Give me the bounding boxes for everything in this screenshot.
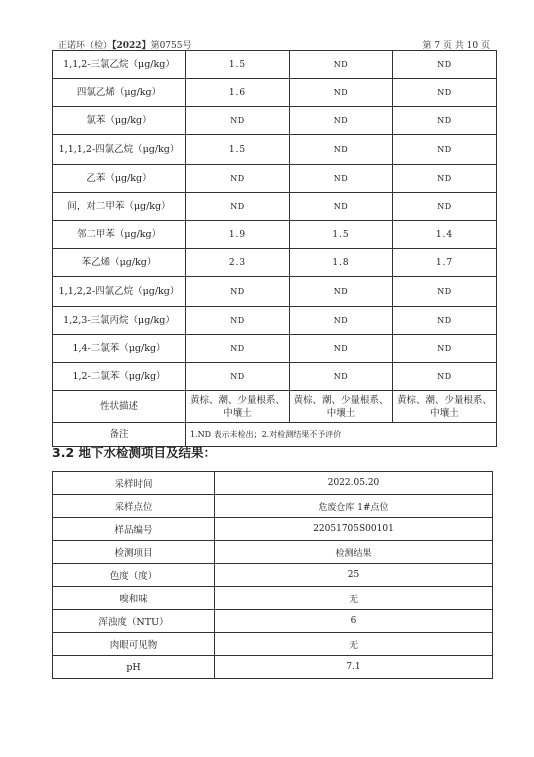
result-cell: ND (186, 107, 290, 135)
description-cell: 黄棕、潮、少量根系、中壤土 (186, 391, 290, 423)
parameter-name: 1,1,1,2-四氯乙烷（μg/kg） (53, 135, 186, 165)
result-cell: ND (393, 307, 497, 335)
result-cell: ND (186, 363, 290, 391)
table-row (53, 472, 493, 495)
result-cell: ND (393, 107, 497, 135)
result-cell: ND (186, 193, 290, 221)
result-cell: ND (393, 277, 497, 307)
row-label: 采样点位 (53, 495, 215, 518)
result-cell: ND (290, 107, 393, 135)
table-row (53, 495, 493, 518)
parameter-name: 四氯乙烯（μg/kg） (53, 79, 186, 107)
row-label: 检测项目 (53, 541, 215, 564)
result-cell: ND (186, 335, 290, 363)
note-label: 备注 (53, 423, 186, 447)
table-row (53, 587, 493, 610)
row-label: 肉眼可见物 (53, 633, 215, 656)
row-label: 样品编号 (53, 518, 215, 541)
parameter-name: 1,4-二氯苯（μg/kg） (53, 335, 186, 363)
result-cell: ND (290, 307, 393, 335)
result-cell: 1.5 (290, 221, 393, 249)
row-value: 6 (215, 610, 493, 633)
row-value: 22051705S00101 (215, 518, 493, 541)
table-row (53, 51, 497, 79)
result-cell: 1.9 (186, 221, 290, 249)
result-cell: ND (186, 277, 290, 307)
result-cell: ND (186, 165, 290, 193)
table-row (53, 335, 497, 363)
row-value: 检测结果 (215, 541, 493, 564)
soil-results-table (52, 50, 497, 447)
result-cell: 1.5 (186, 135, 290, 165)
row-value: 无 (215, 587, 493, 610)
table-row (53, 277, 497, 307)
result-cell: ND (290, 335, 393, 363)
groundwater-results-table (52, 471, 493, 679)
table-row (53, 249, 497, 277)
report-number-prefix: 正诺环（检） (58, 41, 113, 51)
table-row (53, 363, 497, 391)
parameter-name: 间，对二甲苯（μg/kg） (53, 193, 186, 221)
result-cell: ND (290, 363, 393, 391)
result-cell: ND (393, 363, 497, 391)
result-cell: ND (186, 307, 290, 335)
report-number-year: 【2022】 (112, 41, 151, 51)
result-cell: 2.3 (186, 249, 290, 277)
parameter-name: 1,1,2-三氯乙烷（μg/kg） (53, 51, 186, 79)
parameter-name: 邻二甲苯（μg/kg） (53, 221, 186, 249)
table-row (53, 518, 493, 541)
result-cell: ND (290, 135, 393, 165)
description-label: 性状描述 (53, 391, 186, 423)
result-cell: 1.8 (290, 249, 393, 277)
result-cell: ND (393, 335, 497, 363)
table-row (53, 541, 493, 564)
result-cell: ND (290, 79, 393, 107)
row-label: 采样时间 (53, 472, 215, 495)
table-row (53, 610, 493, 633)
table-row (53, 633, 493, 656)
row-value: 7.1 (215, 656, 493, 679)
result-cell: 1.5 (186, 51, 290, 79)
table-row (53, 135, 497, 165)
row-label: 嗅和味 (53, 587, 215, 610)
result-cell: ND (393, 135, 497, 165)
row-label: 浑浊度（NTU） (53, 610, 215, 633)
table-row (53, 165, 497, 193)
result-cell: ND (290, 51, 393, 79)
row-value: 25 (215, 564, 493, 587)
row-value: 2022.05.20 (215, 472, 493, 495)
parameter-name: 1,2-二氯苯（μg/kg） (53, 363, 186, 391)
page-info: 第 7 页 共 10 页 (422, 41, 490, 51)
result-cell: ND (290, 193, 393, 221)
table-row (53, 79, 497, 107)
parameter-name: 乙苯（μg/kg） (53, 165, 186, 193)
table-row (53, 221, 497, 249)
result-cell: ND (393, 165, 497, 193)
parameter-name: 1,2,3-三氯丙烷（μg/kg） (53, 307, 186, 335)
parameter-name: 1,1,2,2-四氯乙烷（μg/kg） (53, 277, 186, 307)
table-row (53, 564, 493, 587)
row-label: pH (53, 656, 215, 679)
parameter-name: 氯苯（μg/kg） (53, 107, 186, 135)
parameter-name: 苯乙烯（μg/kg） (53, 249, 186, 277)
description-cell: 黄棕、潮、少量根系、中壤土 (393, 391, 497, 423)
table-row (53, 307, 497, 335)
result-cell: 1.4 (393, 221, 497, 249)
section-title: 3.2 地下水检测项目及结果： (52, 445, 216, 460)
row-value: 无 (215, 633, 493, 656)
result-cell: 1.7 (393, 249, 497, 277)
report-number-suffix: 第0755号 (150, 41, 192, 51)
page-header (52, 34, 492, 50)
result-cell: ND (290, 277, 393, 307)
row-label: 色度（度） (53, 564, 215, 587)
note-text: 1.ND 表示未检出；2.对检测结果不予评价 (186, 423, 497, 447)
result-cell: ND (290, 165, 393, 193)
result-cell: ND (393, 193, 497, 221)
description-cell: 黄棕、潮、少量根系、中壤土 (290, 391, 393, 423)
result-cell: ND (393, 79, 497, 107)
result-cell: ND (393, 51, 497, 79)
description-row (53, 391, 497, 423)
result-cell: 1.6 (186, 79, 290, 107)
table-row (53, 107, 497, 135)
table-row (53, 656, 493, 679)
table-row (53, 193, 497, 221)
row-value: 危废仓库 1#点位 (215, 495, 493, 518)
